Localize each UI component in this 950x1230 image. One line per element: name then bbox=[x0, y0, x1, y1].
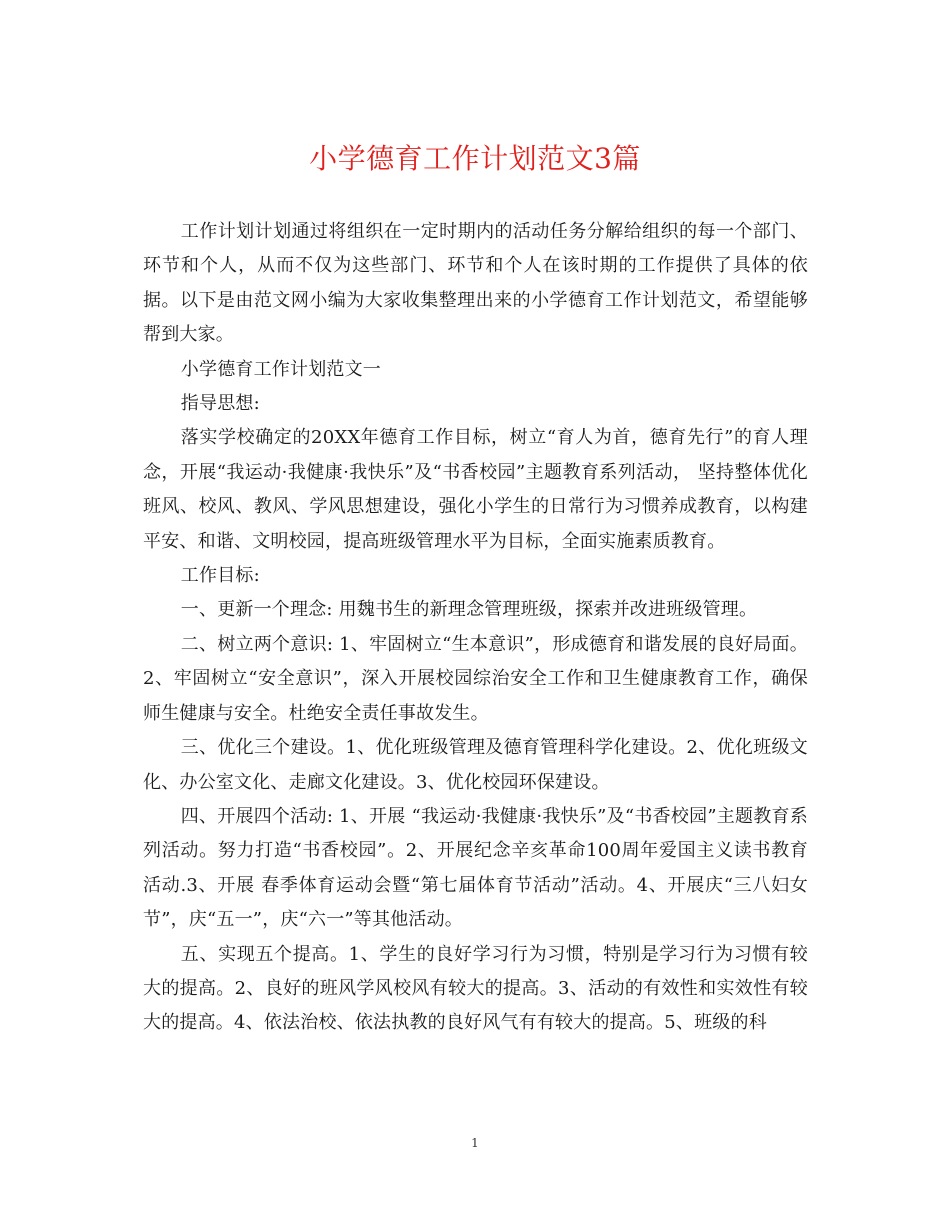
subheading-work-goals: 工作目标: bbox=[180, 565, 260, 587]
goal-item-1: 一、更新一个理念: 用魏书生的新理念管理班级，探索并改进班级管理。 bbox=[180, 599, 758, 621]
goal-item-3: 三、优化三个建设。1、优化班级管理及德育管理科学化建设。2、优化班级文化、办公室文化、走廊文化建设。3、优化校园环保建设。 bbox=[143, 737, 808, 793]
subheading-guiding-thought: 指导思想: bbox=[180, 393, 260, 415]
goal-item-4: 四、开展四个活动: 1、开展 “我运动·我健康·我快乐”及“书香校园”主题教育系列活动。努力打造“书香校园”。2、开展纪念辛亥革命100周年爱国主义读书教育活动.3、开展 春季体育运动会暨“第七届体育节活动”活动。4、开展庆“三八妇女节”，庆“五一”，庆“六一”等其他活动。 bbox=[143, 805, 808, 931]
section-heading: 小学德育工作计划范文一 bbox=[180, 358, 381, 380]
goal-item-2: 二、树立两个意识: 1、牢固树立“生本意识”，形成德育和谐发展的良好局面。2、牢固树立“安全意识”，深入开展校园综治安全工作和卫生健康教育工作，确保师生健康与安全。杜绝安全责任事故发生。 bbox=[143, 633, 808, 724]
goal-item-5: 五、实现五个提高。1、学生的良好学习行为习惯，特别是学习行为习惯有较大的提高。2、良好的班风学风校风有较大的提高。3、活动的有效性和实效性有较大的提高。4、依法治校、依法执教的良好风气有有较大的提高。5、班级的科 bbox=[143, 943, 808, 1034]
page-title: 小学德育工作计划范文3篇 bbox=[309, 142, 641, 175]
page-number: 1 bbox=[471, 1136, 479, 1150]
document-body bbox=[143, 215, 808, 1041]
intro-paragraph: 工作计划计划通过将组织在一定时期内的活动任务分解给组织的每一个部门、环节和个人，从而不仅为这些部门、环节和个人在该时期的工作提供了具体的依据。以下是由范文网小编为大家收集整理出来的小学德育工作计划范文，希望能够帮到大家。 bbox=[143, 221, 808, 346]
guiding-thought-paragraph: 落实学校确定的20XX年德育工作目标，树立“育人为首，德育先行”的育人理念，开展“我运动·我健康·我快乐”及“书香校园”主题教育系列活动， 坚持整体优化班风、校风、教风、学风思想建设，强化小学生的日常行为习惯养成教育，以构建平安、和谐、文明校园，提高班级管理水平为目标，全面实施素质教育。 bbox=[143, 427, 808, 552]
